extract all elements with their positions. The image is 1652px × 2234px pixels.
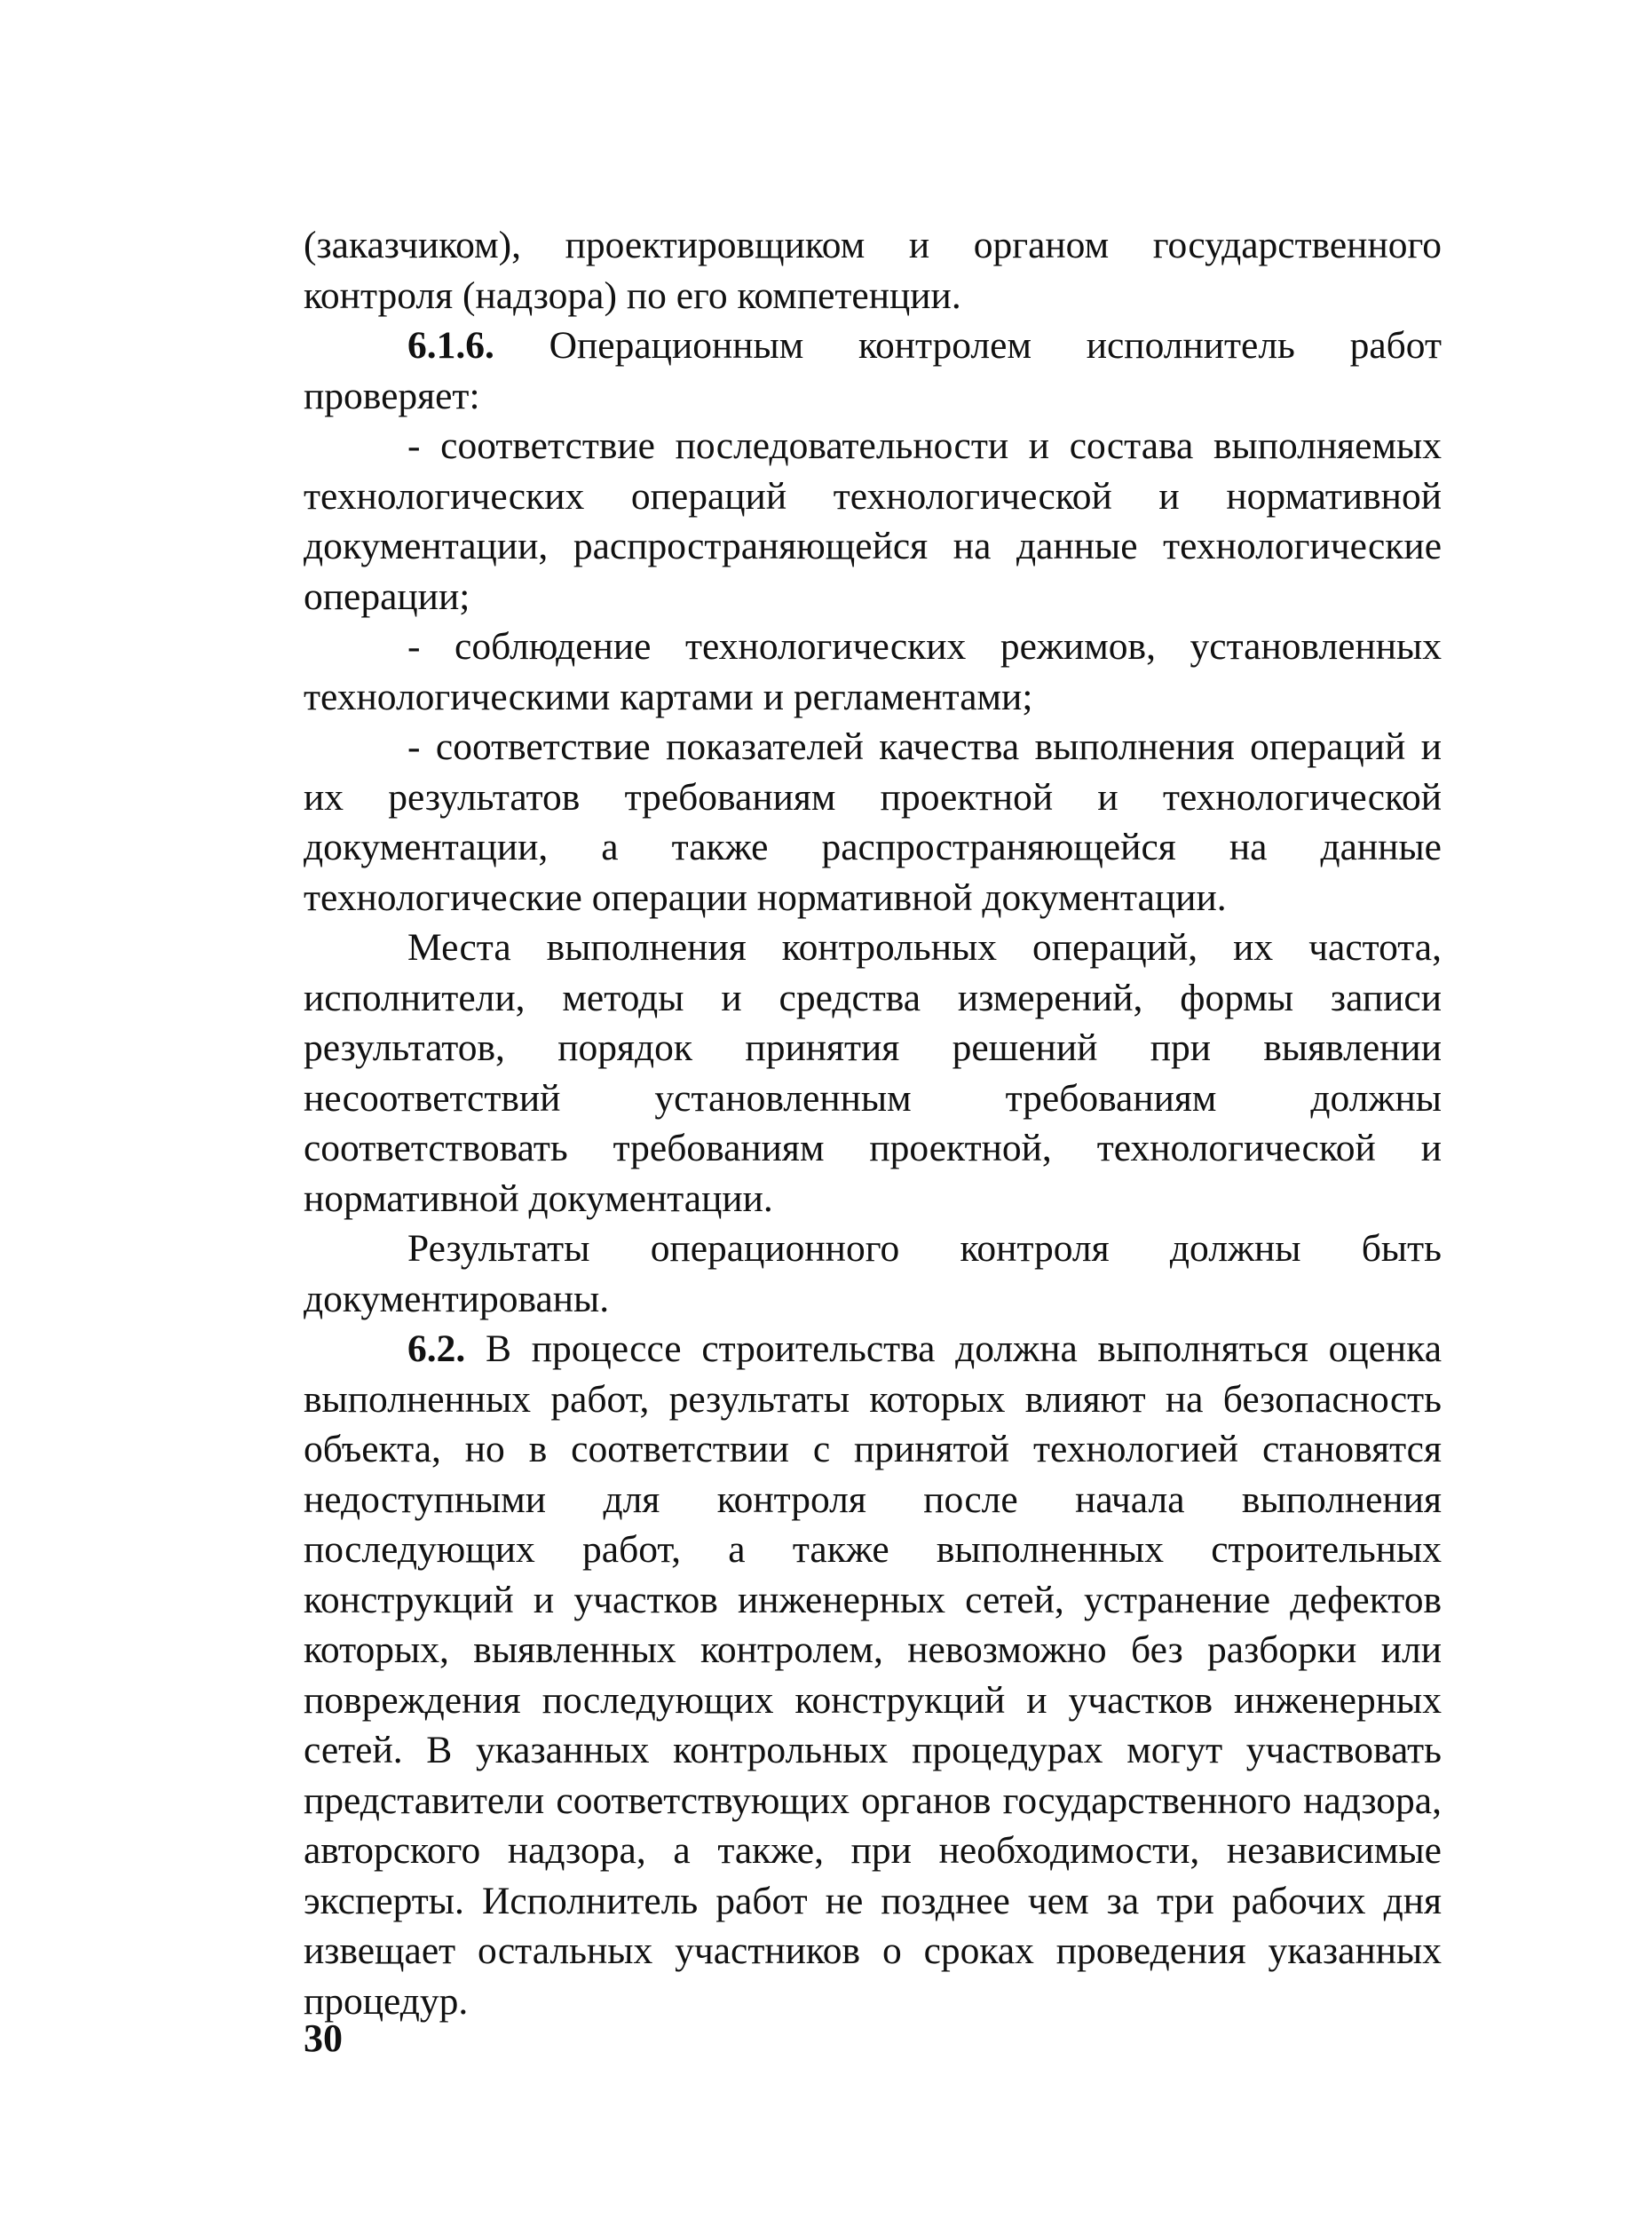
paragraph-text: Операционным контролем исполнитель работ проверяет: xyxy=(304,324,1442,417)
section-number: 6.2. xyxy=(407,1327,466,1370)
paragraph-text: - соответствие показателей качества выполнения операций и их результатов требованиям проектной и технологической документации, а также распространяющейся на данные технологические операции нормативной документации. xyxy=(304,725,1442,919)
paragraph-6-2 xyxy=(304,1324,1442,2026)
section-number: 6.1.6. xyxy=(407,324,494,367)
paragraph-text: (заказчиком), проектировщиком и органом государственного контроля (надзора) по его компетенции. xyxy=(304,224,1442,317)
list-item-quality xyxy=(304,722,1442,923)
body-text xyxy=(304,220,1442,2026)
paragraph-text: - соответствие последовательности и состава выполняемых технологических операций технологической и нормативной документации, распространяющейся на данные технологические операции; xyxy=(304,424,1442,618)
paragraph-6-1-6 xyxy=(304,321,1442,421)
page-number: 30 xyxy=(304,2016,343,2060)
paragraph-text: Места выполнения контрольных операций, их частота, исполнители, методы и средства измерений, формы записи результатов, порядок принятия решений при выявлении несоответствий установленным требованиям должны соответствовать требованиям проектной, технологической и нормативной документации. xyxy=(304,926,1442,1220)
paragraph-results xyxy=(304,1224,1442,1324)
paragraph-text: В процессе строительства должна выполняться оценка выполненных работ, результаты которых влияют на безопасность объекта, но в соответствии с принятой технологией становятся недоступными для контроля после начала выполнения последующих работ, а также выполненных строительных конструкций и участков инженерных сетей, устранение дефектов которых, выявленных контролем, невозможно без разборки или повреждения последующих конструкций и участков инженерных сетей. В указанных контрольных процедурах могут участвовать представители соответствующих органов государственного надзора, авторского надзора, а также, при необходимости, независимые эксперты. Исполнитель работ не позднее чем за три рабочих дня извещает остальных участников о сроках проведения указанных процедур. xyxy=(304,1327,1442,2023)
paragraph-text: - соблюдение технологических режимов, установленных технологическими картами и регламентами; xyxy=(304,625,1442,718)
list-item-sequence xyxy=(304,421,1442,622)
paragraph-continuation xyxy=(304,220,1442,321)
paragraph-text: Результаты операционного контроля должны быть документированы. xyxy=(304,1227,1442,1320)
paragraph-places xyxy=(304,923,1442,1224)
list-item-modes xyxy=(304,622,1442,722)
